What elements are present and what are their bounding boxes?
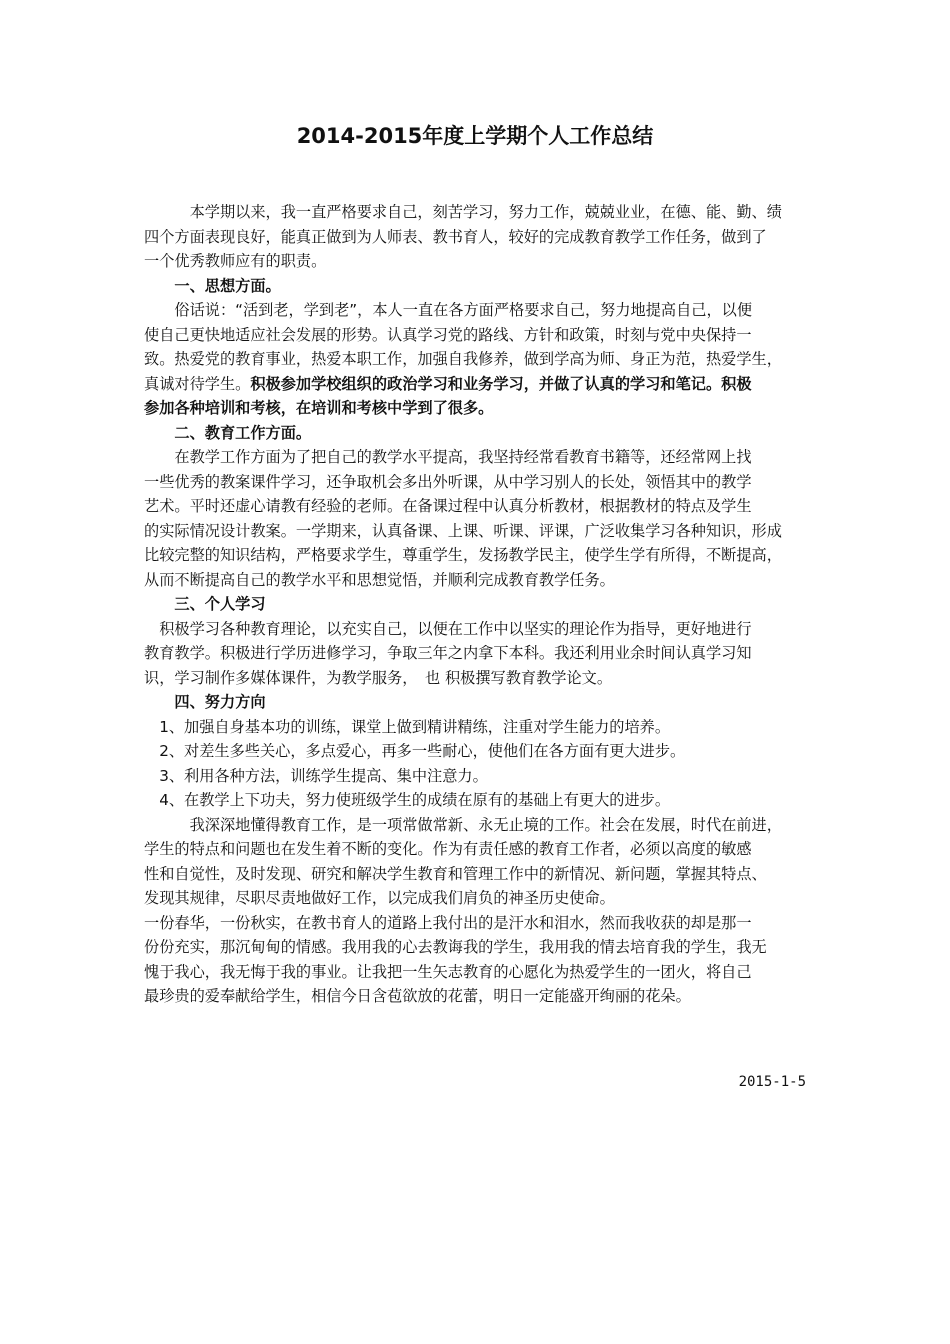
text-line: 份份充实，那沉甸甸的情感。我用我的心去教诲我的学生，我用我的情去培育我的学生，我无 [144,938,767,956]
text-line: 一份春华，一份秋实，在教书育人的道路上我付出的是汗水和泪水，然而我收获的却是那一 [144,913,752,932]
text-line: 本学期以来，我一直严格要求自己，刻苦学习，努力工作，兢兢业业，在德、能、勤、绩 [144,203,782,221]
text-line: 在教学工作方面为了把自己的教学水平提高，我坚持经常看教育书籍等，还经常网上找 [144,448,752,466]
text-line: 俗话说：“活到老，学到老”，本人一直在各方面严格要求自己，努力地提高自己，以便 [144,301,753,319]
document-body [144,200,808,1009]
text-line: 比较完整的知识结构，严格要求学生，尊重学生，发扬教学民主，使学生学有所得，不断提高， [144,546,782,564]
text-line: 我深深地懂得教育工作，是一项常做常新、永无止境的工作。社会在发展，时代在前进， [144,815,782,834]
text-line: 三、个人学习 [144,595,266,613]
text-line [144,372,808,397]
text-line: 一个优秀教师应有的职责。 [144,252,327,270]
text-segment: 真诚对待学生。 [144,374,251,393]
text-line: 的实际情况设计教案。一学期来，认真备课、上课、听课、评课，广泛收集学习各种知识，形成 [144,521,782,540]
text-line: 致。热爱党的教育事业，热爱本职工作，加强自我修养，做到学高为师、身正为范，热爱学生， [144,350,782,368]
text-line: 从而不断提高自己的教学水平和思想觉悟，并顺利完成教育教学任务。 [144,570,615,589]
document-date: 2015-1-5 [738,1074,806,1090]
text-segment: 积极参加学校组织的政治学习和业务学习，并做了认真的学习和笔记。积极 [250,374,752,393]
text-line: 一、思想方面。 [144,276,281,295]
text-line: 发现其规律，尽职尽责地做好工作，以完成我们肩负的神圣历史使命。 [144,889,615,907]
text-line: 教育教学。积极进行学历进修学习，争取三年之内拿下本科。我还利用业余时间认真学习知 [144,644,752,662]
text-line: 识，学习制作多媒体课件，为教学服务， 也 积极撰写教育教学论文。 [144,668,613,687]
text-line: 四个方面表现良好，能真正做到为人师表、教书育人，较好的完成教育教学工作任务，做到了 [144,227,767,246]
text-line: 学生的特点和问题也在发生着不断的变化。作为有责任感的教育工作者，必须以高度的敏感 [144,840,752,858]
text-line: 二、教育工作方面。 [144,423,312,442]
text-line: 参加各种培训和考核，在培训和考核中学到了很多。 [144,399,494,417]
text-line: 积极学习各种教育理论，以充实自己，以便在工作中以坚实的理论作为指导，更好地进行 [144,619,752,638]
text-line: 4、在教学上下功夫，努力使班级学生的成绩在原有的基础上有更大的进步。 [144,791,671,809]
text-line: 性和自觉性，及时发现、研究和解决学生教育和管理工作中的新情况、新问题，掌握其特点、 [144,864,767,883]
text-line: 四、努力方向 [144,693,266,711]
text-line: 1、加强自身基本功的训练，课堂上做到精讲精练，注重对学生能力的培养。 [144,717,671,736]
text-line: 3、利用各种方法，训练学生提高、集中注意力。 [144,766,488,785]
text-line: 一些优秀的教案课件学习，还争取机会多出外听课，从中学习别人的长处，领悟其中的教学 [144,472,752,491]
text-line: 艺术。平时还虚心请教有经验的老师。在备课过程中认真分析教材，根据教材的特点及学生 [144,497,752,515]
text-line: 2、对差生多些关心，多点爱心，再多一些耐心，使他们在各方面有更大进步。 [144,742,686,760]
text-line: 使自己更快地适应社会发展的形势。认真学习党的路线、方针和政策，时刻与党中央保持一 [144,325,752,344]
text-line: 最珍贵的爱奉献给学生，相信今日含苞欲放的花蕾，明日一定能盛开绚丽的花朵。 [144,987,691,1005]
text-line: 愧于我心，我无悔于我的事业。让我把一生矢志教育的心愿化为热爱学生的一团火，将自己 [144,962,752,981]
document-title: 2014-2015年度上学期个人工作总结 [296,124,654,148]
